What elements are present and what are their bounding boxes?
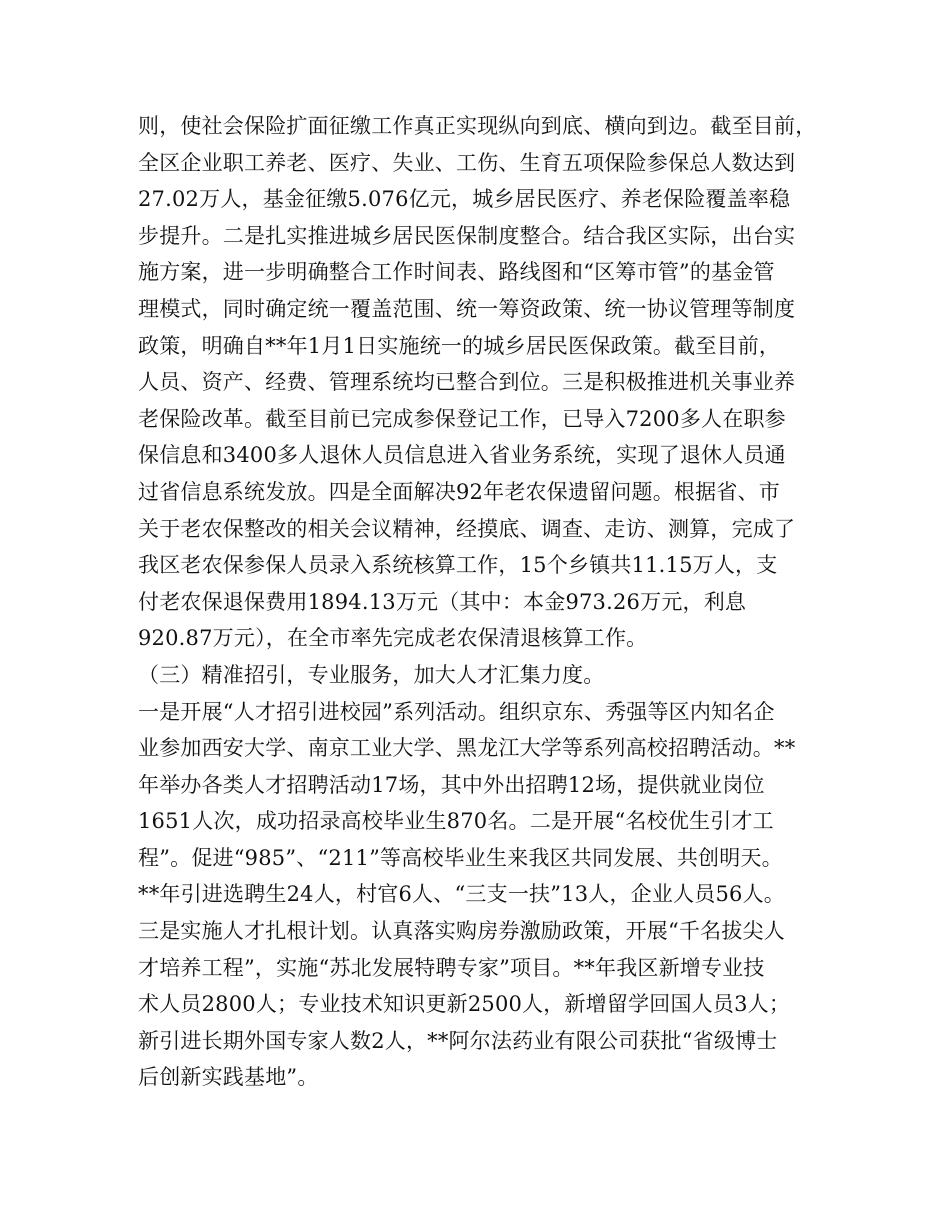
text-line: 施方案，进一步明确整合工作时间表、路线图和“区筹市管”的基金管 <box>138 260 775 285</box>
text-line: 程”。促进“985”、“211”等高校毕业生来我区共同发展、共创明天。 <box>138 845 783 870</box>
text-line: 则，使社会保险扩面征缴工作真正实现纵向到底、横向到边。截至目前， <box>138 114 817 138</box>
text-line: 一是开展“人才招引进校园”系列活动。组织京东、秀强等区内知名企 <box>138 699 775 724</box>
text-line: 1651人次，成功招录高校毕业生870名。二是开展“名校优生引才工 <box>138 809 774 834</box>
text-line: 才培养工程”，实施“苏北发展特聘专家”项目。**年我区新增专业技 <box>138 955 765 980</box>
body-text <box>138 108 828 1096</box>
text-line: 理模式，同时确定统一覆盖范围、统一筹资政策、统一协议管理等制度 <box>138 296 796 321</box>
text-line: 步提升。二是扎实推进城乡居民医保制度整合。结合我区实际，出台实 <box>138 223 796 248</box>
text-line: 全区企业职工养老、医疗、失业、工伤、生育五项保险参保总人数达到 <box>138 150 796 175</box>
text-line: （三）精准招引，专业服务，加大人才汇集力度。 <box>138 662 605 687</box>
text-line: **年引进选聘生24人，村官6人、“三支一扶”13人，企业人员56人。 <box>138 882 785 907</box>
text-line: 三是实施人才扎根计划。认真落实购房券激励政策，开展“千名拔尖人 <box>138 919 785 944</box>
text-line: 我区老农保参保人员录入系统核算工作，15个乡镇共11.15万人，支 <box>138 553 778 578</box>
text-line: 老保险改革。截至目前已完成参保登记工作，已导入7200多人在职参 <box>138 406 786 431</box>
text-line: 业参加西安大学、南京工业大学、黑龙江大学等系列高校招聘活动。** <box>138 736 796 761</box>
text-line: 政策，明确自**年1月1日实施统一的城乡居民医保政策。截至目前， <box>138 333 781 358</box>
text-line: 过省信息系统发放。四是全面解决92年老农保遗留问题。根据省、市 <box>138 479 780 504</box>
text-line: 27.02万人，基金征缴5.076亿元，城乡居民医疗、养老保险覆盖率稳 <box>138 187 791 212</box>
text-line: 年举办各类人才招聘活动17场，其中外出招聘12场，提供就业岗位 <box>138 772 765 797</box>
text-line: 保信息和3400多人退休人员信息进入省业务系统，实现了退休人员通 <box>138 443 786 468</box>
text-line: 新引进长期外国专家人数2人，**阿尔法药业有限公司获批“省级博士 <box>138 1028 778 1053</box>
text-line: 关于老农保整改的相关会议精神，经摸底、调查、走访、测算，完成了 <box>138 516 796 541</box>
text-line: 后创新实践基地”。 <box>138 1065 319 1090</box>
text-line: 920.87万元），在全市率先完成老农保清退核算工作。 <box>138 626 648 651</box>
text-line: 付老农保退保费用1894.13万元（其中：本金973.26万元，利息 <box>138 589 747 614</box>
text-line: 术人员2800人；专业技术知识更新2500人，新增留学回国人员3人； <box>138 992 791 1017</box>
text-line: 人员、资产、经费、管理系统均已整合到位。三是积极推进机关事业养 <box>138 370 796 395</box>
